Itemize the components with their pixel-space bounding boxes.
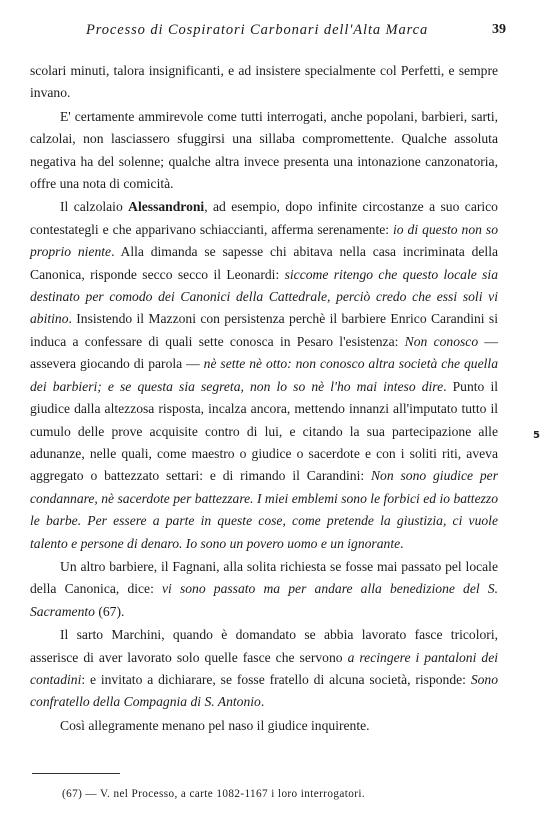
footnote-separator (32, 773, 120, 774)
body-text (30, 60, 498, 737)
margin-mark: 5 (533, 430, 540, 441)
page-header (60, 20, 510, 44)
paragraph: E' certamente ammirevole come tutti interrogati, anche popolani, barbieri, sarti, calzolai, non lasciassero sfuggirsi una sillaba compromettente. Qualche assoluta negativa ha del solenne; qualche altra invece presenta una intonazione canzonatoria, offre una nota di comicità. (30, 108, 498, 192)
paragraph: Il calzolaio Alessandroni, ad esempio, dopo infinite circostanze a suo carico contestategli e che apparivano schiaccianti, afferma serenamente: io di questo non so proprio niente. Alla dimanda se sapesse chi abitava nella casa incriminata della Canonica, risponde secco secco il Leonardi: siccome ritengo che questo locale sia destinato per comodo dei Canonici della Cattedrale, perciò credo che essi soli vi abitino. Insistendo il Mazzoni con persistenza perchè il barbiere Enrico Carandini si inducа a confessare di quali sette conosca in Pesaro l'esistenza: Non conosco — assevera giocando di parola — nè sette nè otto: non conosco altra società che quella dei barbieri; e se questa sia segreta, non lo so nè l'ho mai inteso dire. Punto il giudice dalla altezzosa risposta, incalza ancora, mettendo innanzi all'imputato tutto il cumulo delle prove acquisite contro di lui, e citando la sua partecipazione alle adunanze, nelle quali, come maestro o giudice o sacerdote e con i soliti riti, aveva aggregato o battezzato settari: e di rimando il Carandini: Non sono giudice per condannare, nè sacerdote per battezzare. I miei emblemi sono le forbici ed io battezzo le barbe. Per essere a parte in queste cose, come pretende la giustizia, ci vuole talento e persone di denaro. Io sono un povero uomo e un ignorante. (30, 199, 499, 551)
paragraph: scolari minuti, talora insignificanti, e ad insistere specialmente col Perfetti, e sempre invano. (30, 63, 498, 101)
page-number: 39 (492, 22, 506, 37)
paragraph: Il sarto Marchini, quando è domandato se abbia lavorato fasce tricolori, asserisce di aver lavorato solo quelle fasce che servono a recingere i pantaloni dei contadini: e invitato a dichiarare, se fosse fratello di alcuna società, risponde: Sono confratello della Compagnia di S. Antonio. (30, 627, 498, 710)
footnote: (67) — V. nel Processo, a carte 1082-1167 i loro interrogatori. (62, 788, 366, 800)
running-title: Processo di Cospiratori Carbonari dell'Alta Marca (86, 22, 429, 38)
paragraph: Un altro barbiere, il Fagnani, alla solita richiesta se fosse mai passato pel locale della Canonica, dice: vi sono passato ma per andare alla benedizione del S. Sacramento (67). (30, 558, 498, 619)
paragraph: Così allegramente menano pel naso il giudice inquirente. (60, 717, 370, 733)
